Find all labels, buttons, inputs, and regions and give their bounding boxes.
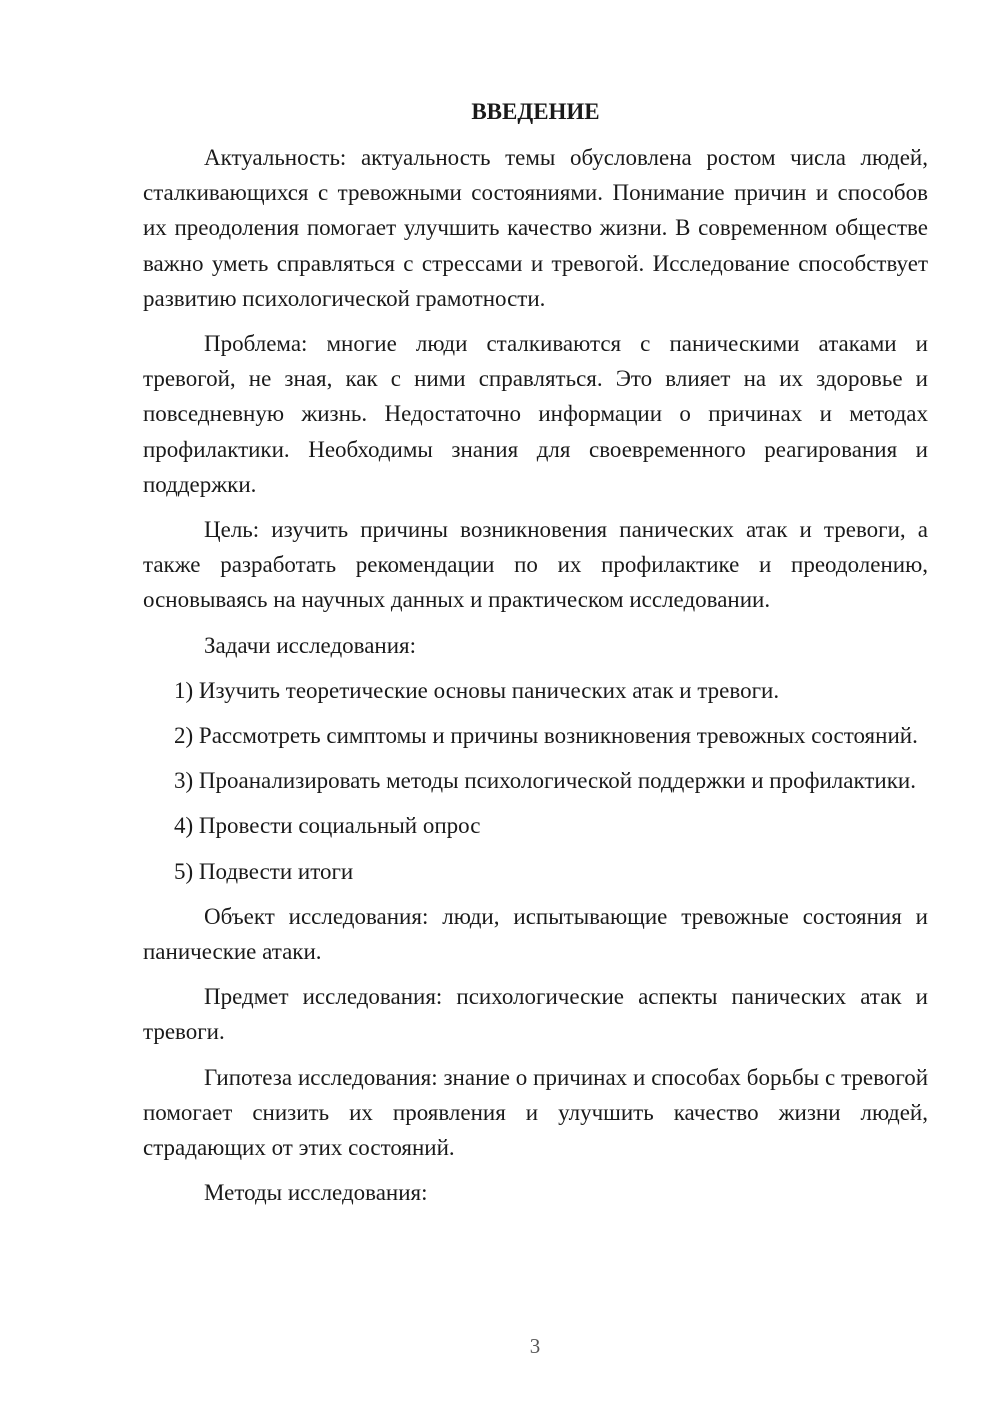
paragraph-goal: Цель: изучить причины возникновения панических атак и тревоги, а также разработать рекомендации по их профилактике и преодолению, основываясь на научных данных и практическом исследовании. — [143, 517, 928, 613]
paragraph-methods: Методы исследования: — [204, 1180, 428, 1206]
paragraph-tasks-heading: Задачи исследования: — [204, 632, 417, 658]
task-item-2: 2) Рассмотреть симптомы и причины возникновения тревожных состояний. — [174, 723, 918, 749]
paragraph-object: Объект исследования: люди, испытывающие тревожные состояния и панические атаки. — [143, 903, 928, 965]
page-content — [143, 94, 928, 1220]
task-item-4: 4) Провести социальный опрос — [174, 813, 481, 839]
paragraph-subject: Предмет исследования: психологические аспекты панических атак и тревоги. — [143, 984, 928, 1045]
task-item-3: 3) Проанализировать методы психологической поддержки и профилактики. — [174, 768, 916, 794]
section-title: ВВЕДЕНИЕ — [471, 99, 600, 124]
paragraph-problem: Проблема: многие люди сталкиваются с паническими атаками и тревогой, не зная, как с ними справляться. Это влияет на их здоровье и повседневную жизнь. Недостаточно информации о причинах и методах профилактики. Необходимы знания для своевременного реагирования и поддержки. — [143, 331, 928, 497]
paragraph-relevance: Актуальность: актуальность темы обусловлена ростом числа людей, сталкивающихся с тревожными состояниями. Понимание причин и способов их преодоления помогает улучшить качество жизни. В современном обществе важно уметь справляться с стрессами и тревогой. Исследование способствует развитию психологической грамотности. — [143, 145, 928, 311]
task-item-1: 1) Изучить теоретические основы панических атак и тревоги. — [174, 677, 780, 703]
page-number: 3 — [529, 1334, 541, 1358]
task-item-5: 5) Подвести итоги — [174, 858, 354, 884]
paragraph-hypothesis: Гипотеза исследования: знание о причинах и способах борьбы с тревогой помогает снизить их проявления и улучшить качество жизни людей, страдающих от этих состояний. — [143, 1064, 928, 1161]
